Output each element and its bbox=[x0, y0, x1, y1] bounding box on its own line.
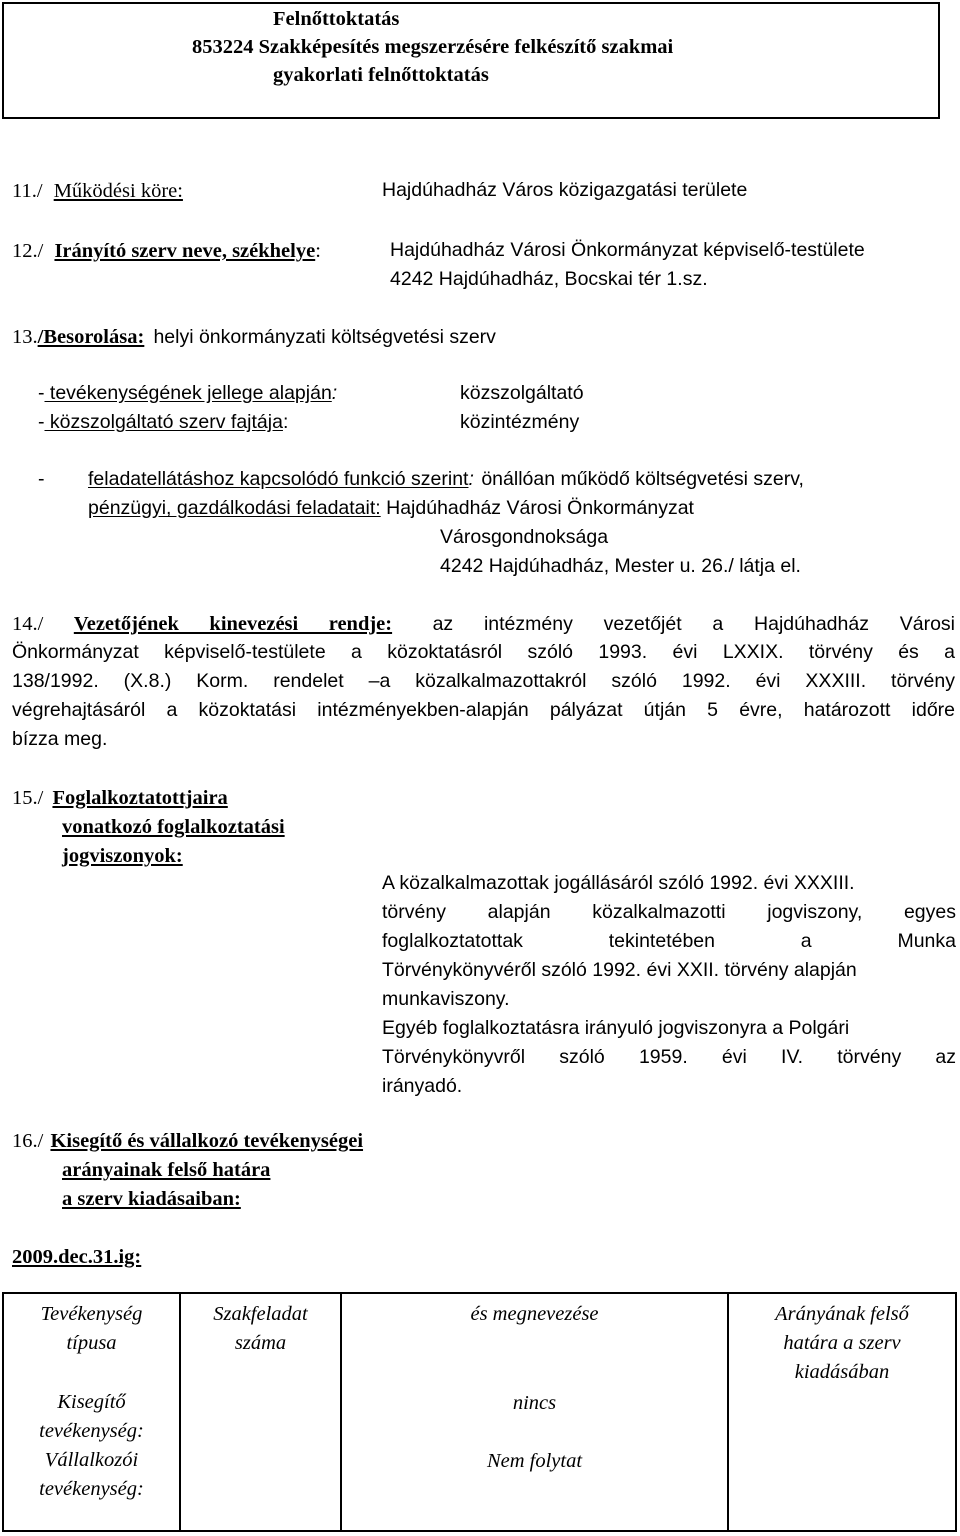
section-13-row1: - tevékenységének jellege alapján: bbox=[38, 382, 338, 404]
table-cell-ratio: Arányának felső határa a szerv kiadásában bbox=[728, 1293, 956, 1531]
header-subtitle-cont: gyakorlati felnőttoktatás bbox=[273, 64, 489, 86]
section-14-line4: végrehajtásáról a közoktatási intézményekben-alapján pályázat útján 5 évre, határozott időre bbox=[12, 699, 955, 721]
employment-text-l7: Törvénykönyvről szóló 1959. évi IV. törvény az bbox=[382, 1046, 956, 1068]
section-11-number: 11./ bbox=[12, 180, 43, 202]
section-13-row3-dash: - bbox=[38, 468, 45, 490]
employment-text-l4: Törvénykönyvéről szóló 1992. évi XXII. törvény alapján bbox=[382, 959, 857, 981]
section-13-row3: feladatellátáshoz kapcsolódó funkció szerint: önállóan működő költségvetési szerv, bbox=[88, 468, 804, 490]
section-15-label: Foglalkoztatottjaira bbox=[52, 787, 228, 809]
header-box bbox=[2, 2, 940, 119]
section-16 bbox=[12, 1131, 363, 1152]
section-16-label-end: a szerv kiadásaiban: bbox=[62, 1188, 241, 1210]
section-15-label-cont: vonatkozó foglalkoztatási bbox=[62, 816, 285, 838]
section-15-label-end: jogviszonyok: bbox=[62, 845, 183, 867]
service-type-label: közszolgáltató szerv fajtája bbox=[44, 411, 283, 433]
table-cell-code: Szakfeladat száma bbox=[180, 1293, 341, 1531]
table-cell-name: és megnevezése nincs Nem folytat bbox=[341, 1293, 728, 1531]
section-15-number: 15./ bbox=[12, 787, 44, 809]
section-13 bbox=[12, 327, 496, 348]
section-16-label-cont: arányainak felső határa bbox=[62, 1159, 271, 1181]
section-12-number: 12./ bbox=[12, 240, 44, 262]
finance-label: pénzügyi, gazdálkodási feladatait: bbox=[88, 497, 381, 519]
section-13-row4 bbox=[88, 499, 694, 519]
section-15 bbox=[12, 788, 228, 809]
activity-nature-value: közszolgáltató bbox=[460, 382, 584, 404]
section-13-label: /Besorolása: bbox=[37, 326, 145, 348]
section-14-line2: Önkormányzat képviselő-testülete a közoktatásról szóló 1993. évi LXXIX. törvény és a bbox=[12, 641, 955, 663]
header-subtitle: 853224 Szakképesítés megszerzésére felkészítő szakmai bbox=[192, 36, 674, 58]
section-14-line3: 138/1992. (X.8.) Korm. rendelet –a közalkalmazottakról szóló 1992. évi XXXIII. törvény bbox=[12, 670, 955, 692]
section-14-label: Vezetőjének kinevezési rendje: bbox=[73, 613, 393, 635]
finance-address: 4242 Hajdúhadház, Mester u. 26./ látja el. bbox=[440, 555, 801, 577]
section-12: 12./ Irányító szerv neve, székhelye: bbox=[12, 240, 321, 262]
activity-nature-label: tevékenységének jellege alapján bbox=[44, 382, 332, 404]
section-16-date: 2009.dec.31.ig: bbox=[12, 1246, 142, 1268]
table-cell-activity-type: Tevékenység típusa Kisegítő tevékenység: Vállalkozói tevékenység: bbox=[3, 1293, 180, 1531]
section-16-label: Kisegítő és vállalkozó tevékenységei bbox=[50, 1130, 364, 1152]
employment-text-l2: törvény alapján közalkalmazotti jogviszony, egyes bbox=[382, 901, 956, 923]
table-row bbox=[3, 1293, 956, 1531]
activity-table bbox=[2, 1292, 957, 1532]
section-12-value: Hajdúhadház Városi Önkormányzat képviselő-testülete bbox=[390, 239, 865, 261]
section-14-number: 14./ bbox=[12, 613, 44, 635]
finance-value: Hajdúhadház Városi Önkormányzat bbox=[386, 497, 694, 519]
section-13-value: helyi önkormányzati költségvetési szerv bbox=[153, 326, 496, 348]
section-11 bbox=[12, 181, 183, 202]
finance-value-cont: Városgondnoksága bbox=[440, 526, 609, 548]
header-title: Felnőttoktatás bbox=[273, 8, 400, 30]
section-13-number: 13. bbox=[12, 326, 38, 348]
service-type-value: közintézmény bbox=[460, 411, 580, 433]
employment-text-l3: foglalkoztatottak tekintetében a Munka bbox=[382, 930, 956, 952]
section-16-number: 16./ bbox=[12, 1130, 44, 1152]
function-value: önállóan működő költségvetési szerv, bbox=[481, 468, 804, 490]
section-13-row2: - közszolgáltató szerv fajtája: bbox=[38, 411, 289, 433]
section-14-line5: bízza meg. bbox=[12, 728, 108, 750]
section-11-label: Működési köre: bbox=[53, 180, 183, 202]
employment-text-l1: A közalkalmazottak jogállásáról szóló 1992. évi XXXIII. bbox=[382, 872, 855, 894]
section-11-value: Hajdúhadház Város közigazgatási területe bbox=[382, 179, 748, 201]
employment-text-l8: irányadó. bbox=[382, 1075, 463, 1097]
section-14-line1: 14./ Vezetőjének kinevezési rendje: az intézmény vezetőjét a Hajdúhadház Városi bbox=[12, 613, 955, 635]
function-label: feladatellátáshoz kapcsolódó funkció szerint bbox=[88, 468, 469, 490]
section-12-label: Irányító szerv neve, székhelye bbox=[54, 240, 316, 262]
employment-text-l5: munkaviszony. bbox=[382, 988, 510, 1010]
section-12-address: 4242 Hajdúhadház, Bocskai tér 1.sz. bbox=[390, 268, 708, 290]
employment-text-l6: Egyéb foglalkoztatásra irányuló jogviszonyra a Polgári bbox=[382, 1017, 850, 1039]
